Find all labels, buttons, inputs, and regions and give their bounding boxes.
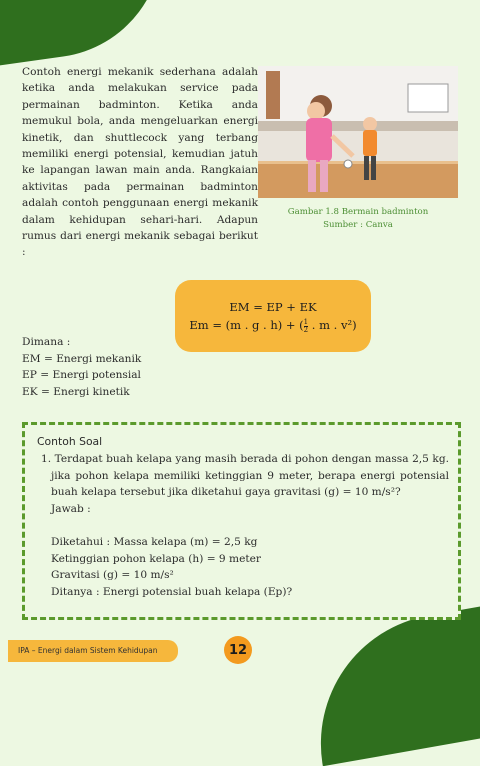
definitions [22, 334, 141, 400]
formula-box [175, 280, 371, 352]
example-title: Contoh Soal [37, 435, 103, 448]
known-item: Ketinggian pohon kelapa (h) = 9 meter [51, 552, 261, 565]
badminton-photo [258, 66, 458, 198]
intro-paragraph: Contoh energi mekanik sederhana adalah ketika anda melakukan service pada permainan badminton. Ketika anda memukul bola, anda mengeluarkan energi kinetik, dan shuttlecock yang terbang memiliki energi potensial, kemudian jatuh ke lapangan lawan main anda. Rangkaian aktivitas pada permainan badminton adalah contoh penggunaan energi mekanik dalam kehidupan sehari-hari. Adapun rumus dari energi mekanik sebagai berikut : [22, 66, 258, 259]
asked-item: Ditanya : Energi potensial buah kelapa (Ep)? [51, 585, 293, 598]
figure-caption-title: Gambar 1.8 Bermain badminton [287, 207, 429, 217]
spacer [37, 517, 449, 534]
example-question: 1. Terdapat buah kelapa yang masih berada di pohon dengan massa 2,5 kg. jika pohon kelapa memiliki ketinggian 9 meter, berapa energi potensial buah kelapa tersebut jika diketahui gaya gravitasi (g) = 10 m/s²? [41, 453, 449, 499]
definition-item: EM = Energi mekanik [22, 352, 142, 365]
fraction-numerator: 1 [303, 317, 309, 326]
formula-line-1: EM = EP + EK [229, 300, 317, 314]
footer-subject-label: IPA – Energi dalam Sistem Kehidupan [8, 640, 178, 662]
decorative-blob-bottom [300, 602, 480, 766]
answer-label: Jawab : [51, 502, 91, 515]
known-item: Diketahui : Massa kelapa (m) = 2,5 kg [51, 535, 258, 548]
example-content [37, 451, 449, 600]
formula-line-2-end: . m . v²) [308, 318, 357, 332]
formula-line-2 [189, 316, 356, 334]
definition-item: EP = Energi potensial [22, 369, 141, 381]
formula-line-2-start: Em = (m . g . h) + ( [189, 318, 304, 332]
figure-caption-source: Sumber : Canva [323, 220, 393, 230]
page-number: 12 [224, 636, 252, 664]
decorative-blob-top [0, 0, 177, 68]
badminton-photo-illustration [258, 66, 458, 198]
figure-caption [258, 206, 458, 232]
example-problem-box [22, 422, 461, 620]
fraction-denominator: 2 [303, 325, 309, 334]
definitions-heading: Dimana : [22, 336, 71, 348]
definition-item: EK = Energi kinetik [22, 385, 130, 398]
known-item: Gravitasi (g) = 10 m/s² [51, 569, 174, 582]
